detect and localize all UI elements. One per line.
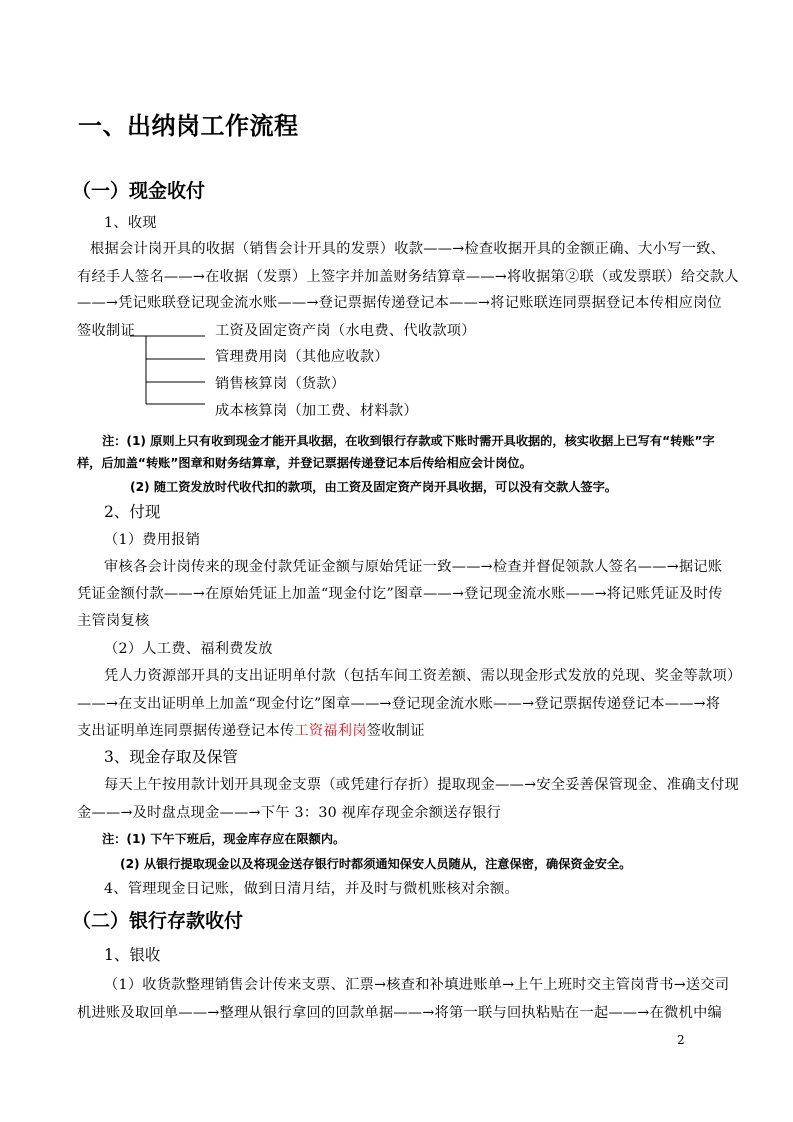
- wages-line-2: ——→在支出证明单上加盖“现金付讫”图章——→登记现金流水账——→登记票据传递登记本——→将: [77, 696, 721, 712]
- expense-line-3: 主管岗复核: [77, 613, 150, 629]
- branch-item: 工资及固定资产岗（水电费、代收款项）: [215, 323, 476, 339]
- subheading-expense: （1）费用报销: [104, 532, 201, 548]
- note-line: (2) 从银行提取现金以及将现金送存银行时都须通知保安人员随从，注意保密，确保资金安全。: [120, 857, 632, 871]
- section-heading-cash: （一）现金收付: [72, 180, 206, 202]
- bank-line-1: （1）收货款整理销售会计传来支票、汇票→核查和补填进账单→上午上班时交主管岗背书→送交司: [104, 977, 730, 993]
- receipt-line-2: 有经手人签名——→在收据（发票）上签字并加盖财务结算章——→将收据第②联（或发票联）给交款人: [77, 269, 739, 285]
- deposit-line-1: 每天上午按用款计划开具现金支票（或凭建行存折）提取现金——→安全妥善保管现金、准确支付现: [104, 777, 740, 793]
- wages-line-3-prefix: 支出证明单连同票据传递登记本传: [77, 723, 295, 739]
- branch-item: 管理费用岗（其他应收款）: [215, 349, 389, 365]
- wages-line-3-suffix: 签收制证: [366, 723, 425, 739]
- receipt-line-1: 根据会计岗开具的收据（销售会计开具的发票）收款——→检查收据开具的金额正确、大小写一致、: [90, 241, 726, 257]
- expense-line-1: 审核各会计岗传来的现金付款凭证金额与原始凭证一致——→检查并督促领款人签名——→据记账: [104, 559, 723, 575]
- subheading-payment: 2、付现: [104, 503, 161, 521]
- subheading-receipt: 1、收现: [104, 215, 157, 231]
- page-title: 一、出纳岗工作流程: [78, 112, 299, 140]
- receipt-line-3: ——→凭记账联登记现金流水账——→登记票据传递登记本——→将记账联连同票据登记本传相应岗位: [77, 295, 723, 311]
- subheading-wages: （2）人工费、福利费发放: [104, 641, 273, 657]
- deposit-line-2: 金——→及时盘点现金——→下午 3：30 视库存现金余额送存银行: [77, 805, 502, 821]
- note-line: 注：(1) 原则上只有收到现金才能开具收据，在收到银行存款或下账时需开具收据的，核实收据上已写有“转账”字: [102, 434, 715, 448]
- wages-line-3: [77, 720, 425, 740]
- receipt-line-4: 签收制证: [77, 323, 135, 339]
- note-line: 样，后加盖“转账”图章和财务结算章，并登记票据传递登记本后传给相应会计岗位。: [77, 456, 532, 470]
- page-number: 2: [677, 1033, 685, 1047]
- section-heading-bank: （二）银行存款收付: [72, 910, 244, 932]
- wages-line-1: 凭人力资源部开具的支出证明单付款（包括车间工资差额、需以现金形式发放的兑现、奖金等款项）: [104, 668, 742, 684]
- wages-post-highlight: 工资福利岗: [294, 723, 367, 739]
- note-line: 注：(1) 下午下班后，现金库存应在限额内。: [102, 832, 346, 846]
- branch-item: 成本核算岗（加工费、材料款）: [215, 403, 418, 419]
- journal-line: 4、管理现金日记账，做到日清月结，并及时与微机账核对余额。: [104, 881, 519, 897]
- expense-line-2: 凭证金额付款——→在原始凭证上加盖“现金付讫”图章——→登记现金流水账——→将记账凭证及时传: [77, 586, 723, 602]
- note-line: (2) 随工资发放时代收代扣的款项，由工资及固定资产岗开具收据，可以没有交款人签字。: [130, 480, 617, 494]
- bank-line-2: 机进账及取回单——→整理从银行拿回的回款单据——→将第一联与回执粘贴在一起——→在微机中编: [77, 1005, 723, 1021]
- subheading-bank-receipt: 1、银收: [104, 946, 161, 964]
- subheading-deposit: 3、现金存取及保管: [104, 748, 238, 766]
- branch-item: 销售核算岗（货款）: [215, 376, 346, 392]
